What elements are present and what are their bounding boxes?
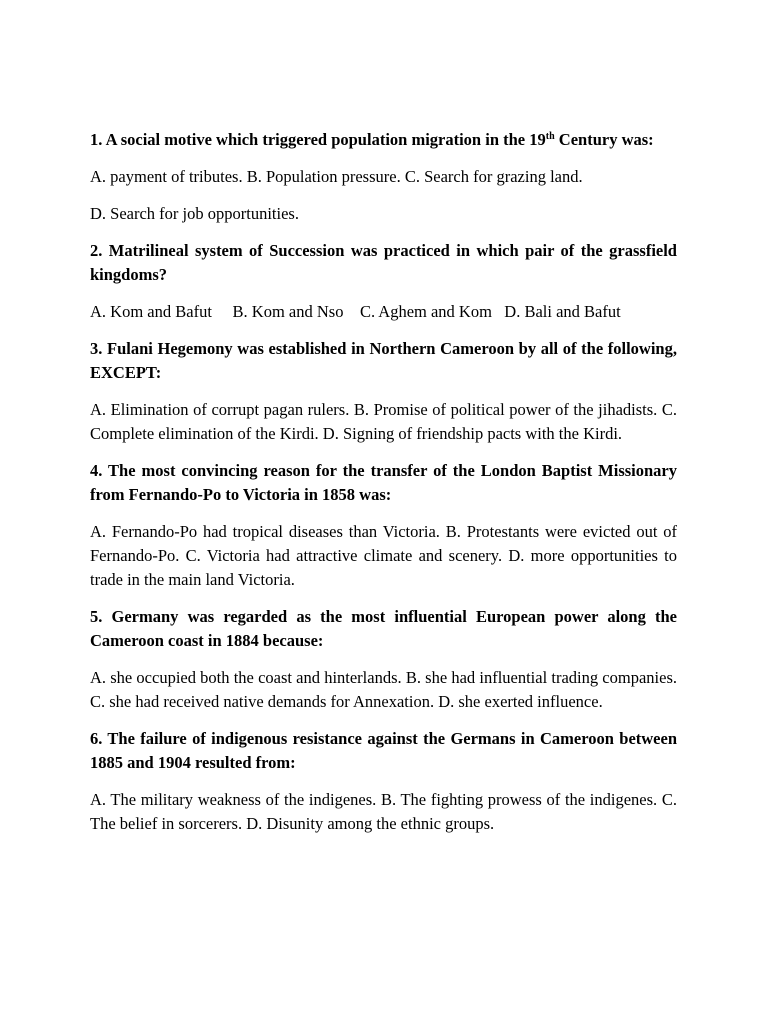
question-5-options: A. she occupied both the coast and hinterlands. B. she had influential trading companies. C. she had received native demands for Annexation. D. she exerted influence.: [90, 668, 677, 711]
question-2-options: A. Kom and Bafut B. Kom and Nso C. Aghem and Kom D. Bali and Bafut: [90, 302, 621, 321]
question-5-title: 5. Germany was regarded as the most influential European power along the Cameroon coast in 1884 because:: [90, 607, 677, 650]
question-1-title-text: 1. A social motive which triggered population migration in the 19: [90, 130, 546, 149]
question-1-superscript: th: [545, 131, 555, 142]
question-1-options-line-2: D. Search for job opportunities.: [90, 204, 299, 223]
document-page: [90, 128, 677, 849]
question-2-title: 2. Matrilineal system of Succession was practiced in which pair of the grassfield kingdoms?: [90, 241, 677, 284]
question-3-options: A. Elimination of corrupt pagan rulers. B. Promise of political power of the jihadists. C. Complete elimination of the Kirdi. D. Signing of friendship pacts with the Kirdi.: [90, 400, 677, 443]
question-4-options: A. Fernando-Po had tropical diseases than Victoria. B. Protestants were evicted out of Fernando-Po. C. Victoria had attractive climate and scenery. D. more opportunities to trade in the main land Victoria.: [90, 522, 677, 589]
question-1-title: [90, 128, 677, 152]
question-3-title: 3. Fulani Hegemony was established in Northern Cameroon by all of the following, EXCEPT:: [90, 339, 677, 382]
question-4-title: 4. The most convincing reason for the transfer of the London Baptist Missionary from Fernando-Po to Victoria in 1858 was:: [90, 461, 677, 504]
question-6-title: 6. The failure of indigenous resistance against the Germans in Cameroon between 1885 and 1904 resulted from:: [90, 729, 677, 772]
question-1-title-end: Century was:: [554, 130, 654, 149]
question-6-options: A. The military weakness of the indigenes. B. The fighting prowess of the indigenes. C. The belief in sorcerers. D. Disunity among the ethnic groups.: [90, 790, 677, 833]
question-1-options-line-1: A. payment of tributes. B. Population pressure. C. Search for grazing land.: [90, 167, 583, 186]
